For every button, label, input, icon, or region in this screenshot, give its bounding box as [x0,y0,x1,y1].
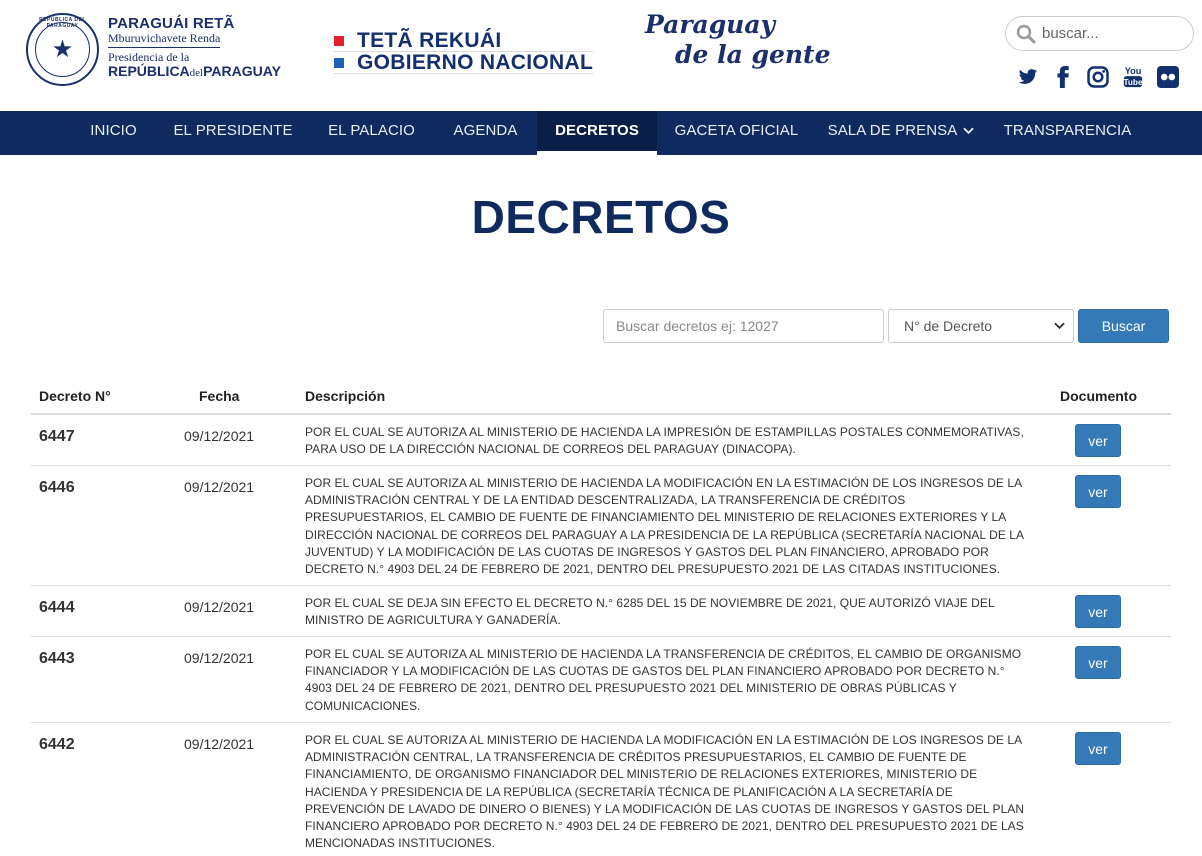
nav-item-agenda[interactable]: AGENDA [453,122,518,139]
page-title: DECRETOS [471,191,731,243]
site-header [0,0,1202,111]
decree-description: POR EL CUAL SE AUTORIZA AL MINISTERIO DE HACIENDA LA MODIFICACIÓN EN LA ESTIMACIÓN DE LOS INGRESOS DE LA ADMINISTRACIÓN CENTRAL Y DE LA ENTIDAD DESCENTRALIZADA, LA TRANSFERENCIA DE CRÉDITOS PRESUPUESTARIOS, EL CAMBIO DE FUENTE DE FINANCIAMIENTO DEL MINISTERIO DE RELACIONES EXTERIORES Y LA DIRECCIÓN NACIONAL DE CORREOS DEL PARAGUAY A LA PRESIDENCIA DE LA REPÚBLICA (SECRETARÍA NACIONAL DE LA JUVENTUD) Y LA MODIFICACIÓN DE LAS CUOTAS DE INGRESOS Y GASTOS DEL PLAN FINANCIERO, APROBADO POR DECRETO N.° 4903 DEL 24 DE FEBRERO DE 2021, DENTRO DEL PRESUPUESTO 2021 DE LAS CITADAS INSTITUCIONES. [305,476,1024,577]
decree-number: 6442 [39,736,75,753]
nav-item-inicio[interactable]: INICIO [90,122,137,139]
table-row [31,415,1171,466]
red-square-icon [334,36,344,46]
brand-line-presidencia: Presidencia de la [108,50,190,64]
decree-date: 09/12/2021 [184,599,255,615]
site-search [1005,16,1194,51]
brand-line-mburuvichavete: Mburuvichavete Renda [108,31,221,45]
brand-teta-rekuai: TETÃ REKUÁI [357,28,502,52]
brand-line-republica [108,64,281,81]
brand-paraguay: PARAGUAY [203,63,281,79]
view-document-button[interactable]: ver [1075,475,1121,508]
gobierno-nacional-brand[interactable] [334,30,593,74]
column-header-document: Documento [1060,388,1137,404]
flickr-icon[interactable] [1155,64,1181,90]
slogan-line-1: Paraguay [645,10,776,39]
nav-item-gaceta-oficial[interactable]: GACETA OFICIAL [674,122,799,139]
brand-line-guarani: PARAGUÁI RETÃ [108,15,235,32]
search-button[interactable]: Buscar [1078,309,1169,343]
seal-text: REPÚBLICA DEL PARAGUAY [39,17,86,29]
decrees-table [31,377,1171,856]
decree-number: 6443 [39,650,75,667]
decree-date: 09/12/2021 [184,736,255,752]
decree-date: 09/12/2021 [184,428,255,444]
national-seal-logo[interactable] [26,13,99,86]
chevron-down-icon [963,127,974,135]
brand-del: del [189,67,204,79]
table-row [31,466,1171,586]
svg-text:You: You [1124,66,1142,77]
view-document-button[interactable]: ver [1075,595,1121,628]
table-row [31,637,1171,723]
youtube-icon[interactable] [1120,64,1146,90]
view-document-button[interactable]: ver [1075,646,1121,679]
decree-description: POR EL CUAL SE AUTORIZA AL MINISTERIO DE HACIENDA LA MODIFICACIÓN EN LA ESTIMACIÓN DE LOS INGRESOS DE LA ADMINISTRACIÓN CENTRAL, LA TRANSFERENCIA DE CRÉDITOS PRESUPUESTARIOS, EL CAMBIO DE FUENTE DE FINANCIAMIENTO, DE ORGANISMO FINANCIADOR DEL MINISTERIO DE RELACIONES EXTERIORES, MINISTERIO DE HACIENDA Y PRESIDENCIA DE LA REPÚBLICA (SECRETARÍA TÉCNICA DE PLANIFICACIÓN A LA SECRETARÍA DE PREVENCIÓN DE LAVADO DE DINERO O BIENES) Y LA MODIFICACIÓN DE LAS CUOTAS DE INGRESOS Y GASTOS DEL PLAN FINANCIERO APROBADO POR DECRETO N.° 4903 DEL 24 DE FEBRERO DE 2021, DENTRO DEL PRESUPUESTO 2021 DE LAS MENCIONADAS INSTITUCIONES. [305,733,1025,851]
column-header-number: Decreto N° [39,388,111,404]
slogan-line-2: de la gente [675,40,831,69]
search-type-selected-value: N° de Decreto [904,318,993,334]
decree-number: 6447 [39,428,75,445]
decree-date: 09/12/2021 [184,479,255,495]
search-type-select[interactable] [888,309,1074,343]
nav-item-transparencia[interactable]: TRANSPARENCIA [1003,122,1132,139]
social-links [1015,64,1190,90]
nav-item-sala-de-prensa-label: SALA DE PRENSA [827,122,958,139]
decree-description: POR EL CUAL SE DEJA SIN EFECTO EL DECRETO N.° 6285 DEL 15 DE NOVIEMBRE DE 2021, QUE AUTORIZÓ VIAJE DEL MINISTRO DE AGRICULTURA Y GANADERÍA. [305,596,995,628]
decree-description: POR EL CUAL SE AUTORIZA AL MINISTERIO DE HACIENDA LA TRANSFERENCIA DE CRÉDITOS, EL CAMBIO DE ORGANISMO FINANCIADOR Y LA MODIFICACIÓN DE LAS CUOTAS DE GASTOS DEL PLAN FINANCIERO APROBADO POR DECRETO N.° 4903 DEL 24 DE FEBRERO DE 2021, DENTRO DEL PRESUPUESTO 2021 DEL MINISTERIO DE OBRAS PÚBLICAS Y COMUNICACIONES. [305,647,1022,713]
svg-text:Tube: Tube [1123,77,1143,87]
facebook-icon[interactable] [1050,64,1076,90]
nav-item-el-presidente[interactable]: EL PRESIDENTE [173,122,293,139]
twitter-icon[interactable] [1015,64,1041,90]
instagram-icon[interactable] [1085,64,1111,90]
table-header [31,377,1171,415]
brand-divider [108,47,220,48]
view-document-button[interactable]: ver [1075,732,1121,765]
presidencia-brand[interactable] [108,16,281,81]
slogan-logo[interactable] [645,10,831,70]
decree-description: POR EL CUAL SE AUTORIZA AL MINISTERIO DE HACIENDA LA IMPRESIÓN DE ESTAMPILLAS POSTALES CONMEMORATIVAS, PARA USO DE LA DIRECCIÓN NACIONAL DE CORREOS DEL PARAGUAY (DINACOPA). [305,425,1024,457]
chevron-down-icon [1054,321,1065,331]
main-nav [0,111,1202,155]
table-row [31,723,1171,856]
brand-gobierno-nacional: GOBIERNO NACIONAL [357,50,594,74]
brand-republica: REPÚBLICA [108,63,190,79]
decree-search-input[interactable] [603,309,884,343]
nav-item-el-palacio[interactable]: EL PALACIO [328,122,415,139]
column-header-description: Descripción [305,388,386,404]
star-icon: ★ [51,35,74,63]
blue-square-icon [334,58,344,68]
table-row [31,586,1171,637]
decree-date: 09/12/2021 [184,650,255,666]
decree-number: 6444 [39,599,75,616]
nav-item-decretos[interactable]: DECRETOS [537,111,657,155]
view-document-button[interactable]: ver [1075,424,1121,457]
nav-item-sala-de-prensa[interactable] [816,111,986,155]
search-icon[interactable] [1016,24,1036,44]
site-search-input[interactable] [1042,25,1182,42]
decree-number: 6446 [39,479,75,496]
column-header-date: Fecha [199,388,240,404]
